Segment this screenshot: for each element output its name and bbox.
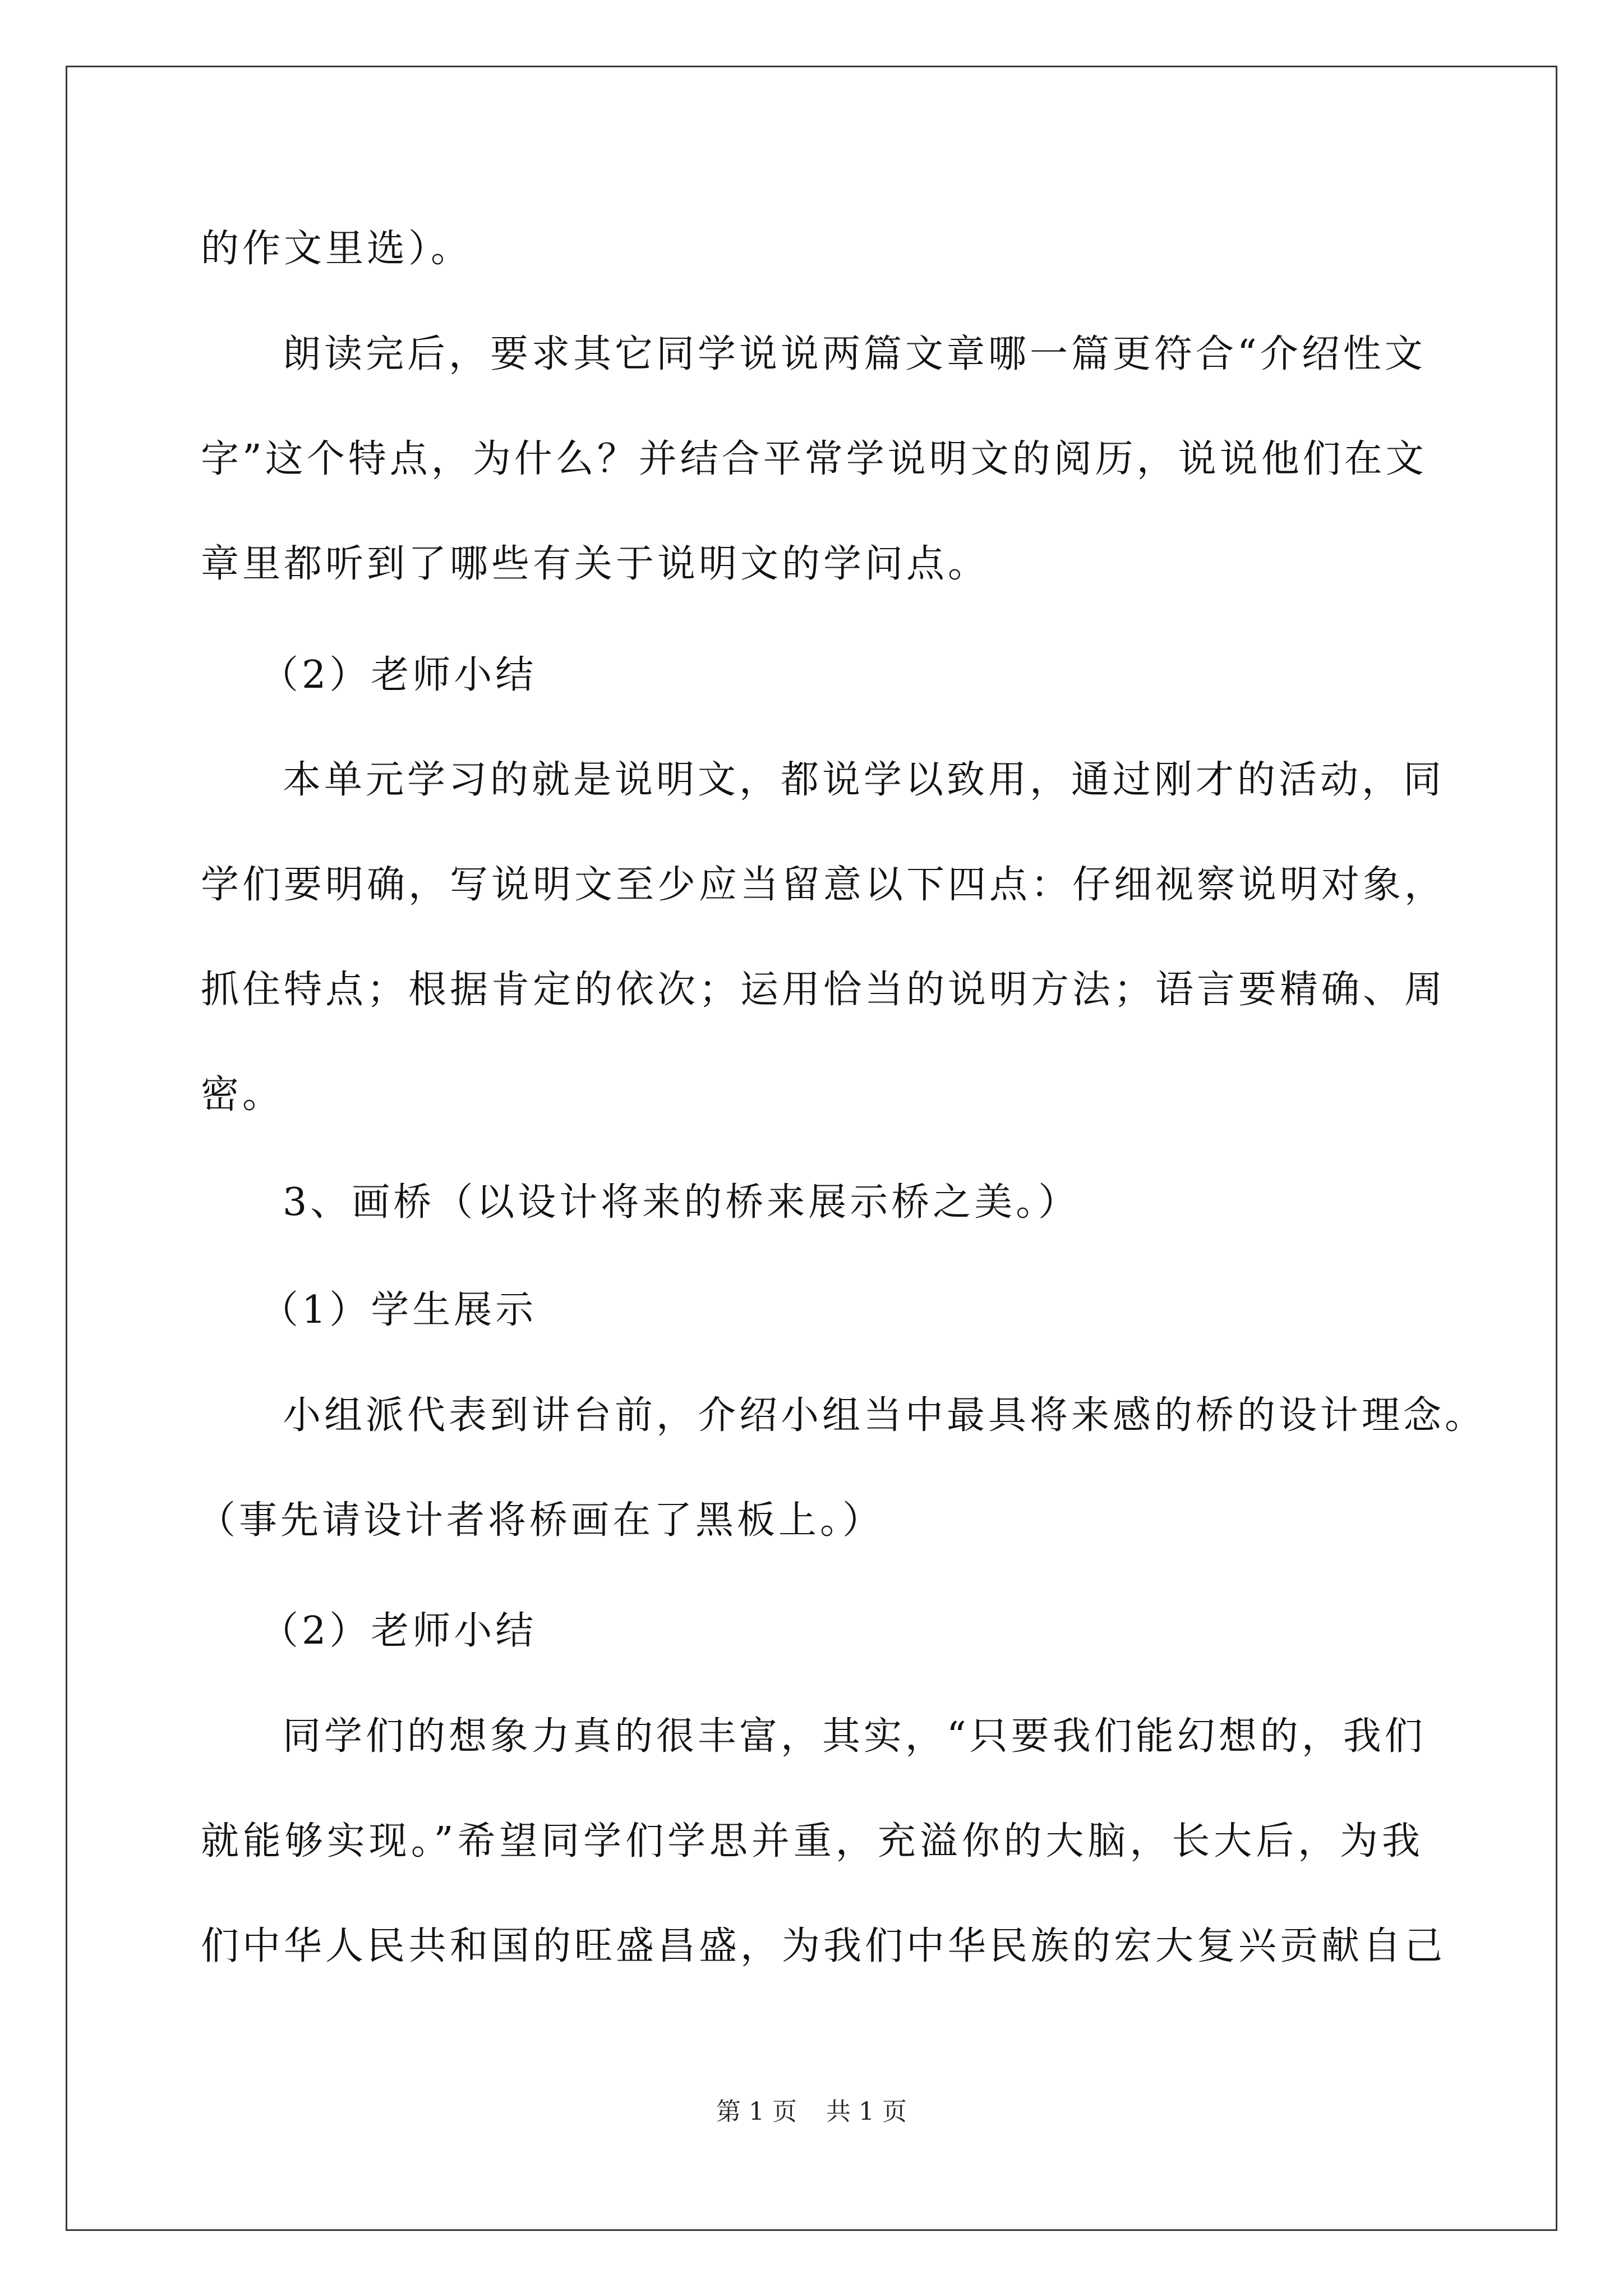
section-heading: 3、画桥（以设计将来的桥来展示桥之美。）: [283, 1180, 1080, 1225]
paragraph-line: 本单元学习的就是说明文，都说学以致用，通过刚才的活动，同: [283, 758, 1445, 802]
page-total: 共 1 页: [826, 2097, 907, 2126]
paragraph-line: 同学们的想象力真的很丰富，其实，“只要我们能幻想的，我们: [283, 1714, 1426, 1759]
paragraph-line: 抓住特点；根据肯定的依次；运用恰当的说明方法；语言要精确、周: [201, 968, 1446, 1012]
page-number: 第 1 页: [716, 2097, 797, 2126]
paragraph-line: 朗读完后，要求其它同学说说两篇文章哪一篇更符合“介绍性文: [283, 332, 1426, 376]
page-footer: [0, 2091, 1623, 2127]
paragraph-line: 学们要明确，写说明文至少应当留意以下四点：仔细视察说明对象，: [201, 863, 1446, 907]
page-border: [66, 66, 1557, 2231]
paragraph-line: 们中华人民共和国的旺盛昌盛，为我们中华民族的宏大复兴贡献自己: [201, 1924, 1446, 1968]
paragraph-line: 字”这个特点，为什么？并结合平常学说明文的阅历，说说他们在文: [201, 437, 1427, 481]
paragraph-line: 密。: [201, 1073, 284, 1117]
paragraph-line: 就能够实现。”希望同学们学思并重，充溢你的大脑，长大后，为我: [201, 1819, 1423, 1864]
section-subheading: （2）老师小结: [260, 1609, 537, 1653]
paragraph-line: 章里都听到了哪些有关于说明文的学问点。: [201, 542, 990, 586]
section-subheading: （1）学生展示: [260, 1288, 537, 1332]
paragraph-line: 的作文里选）。: [201, 227, 473, 271]
paragraph-line: （事先请设计者将桥画在了黑板上。）: [197, 1498, 884, 1543]
paragraph-line: 小组派代表到讲台前，介绍小组当中最具将来感的桥的设计理念。: [283, 1393, 1487, 1438]
section-subheading: （2）老师小结: [260, 653, 537, 697]
